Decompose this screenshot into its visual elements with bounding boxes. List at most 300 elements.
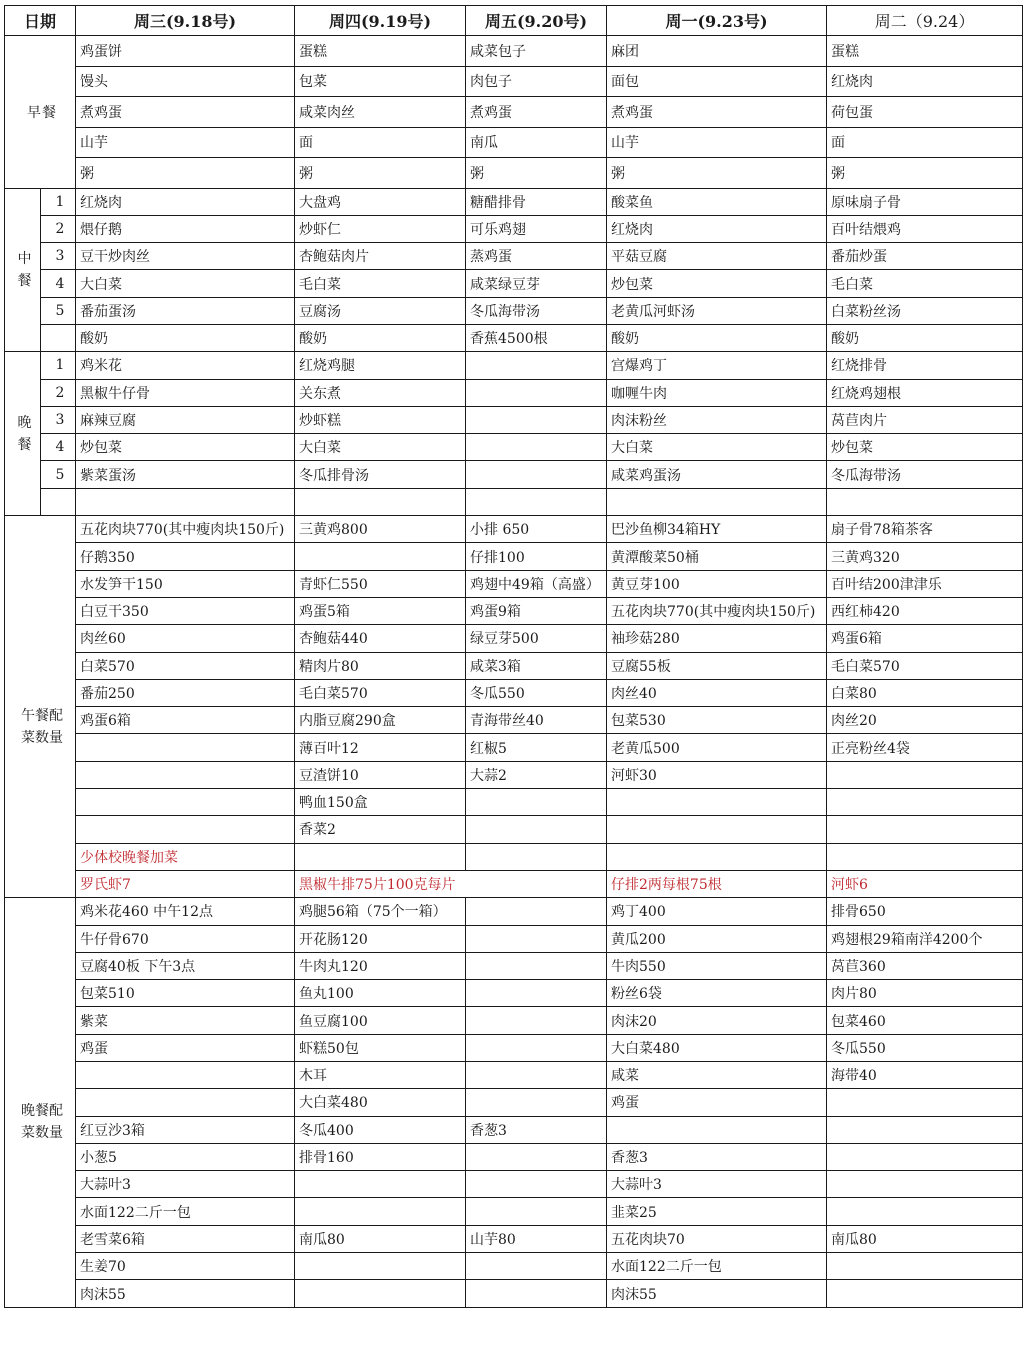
- lunch-qty-fri: 大蒜2: [466, 761, 607, 788]
- dinner-label-char: 晚: [17, 414, 32, 431]
- lunch-label-char: 餐: [17, 272, 32, 289]
- lunch-qty-tue: 毛白菜570: [827, 652, 1023, 679]
- lunch-qty-fri: 青海带丝40: [466, 707, 607, 734]
- extra-dish-thu: 黑椒牛排75片100克每片: [295, 870, 607, 897]
- lunch-qty-wed: 鸡蛋6箱: [76, 707, 295, 734]
- dinner-dish-thu: 关东煮: [295, 379, 466, 406]
- lunch-dish-thu: 杏鲍菇肉片: [295, 243, 466, 270]
- dinner-qty-tue: 肉片80: [827, 980, 1023, 1007]
- dinner-row: [5, 406, 1023, 433]
- dinner-qty-thu: 虾糕50包: [295, 1034, 466, 1061]
- lunch-dish-fri: 蒸鸡蛋: [466, 243, 607, 270]
- dinner-qty-row: [5, 1062, 1023, 1089]
- lunch-qty-thu: 青虾仁550: [295, 570, 466, 597]
- extra-dish-mon: 仔排2两每根75根: [607, 870, 827, 897]
- breakfast-item-wed: 鸡蛋饼: [76, 36, 295, 67]
- lunch-qty-tue: [827, 761, 1023, 788]
- lunch-dish-thu: 炒虾仁: [295, 215, 466, 242]
- dish-number: 3: [41, 406, 76, 433]
- dinner-qty-section-label: [5, 898, 76, 1307]
- dinner-qty-row: [5, 1143, 1023, 1170]
- breakfast-item-mon: 山芋: [607, 127, 827, 158]
- extra-dish-note: 少体校晚餐加菜: [76, 843, 295, 870]
- dinner-qty-fri: [466, 1062, 607, 1089]
- dinner-dish-mon: 咸菜鸡蛋汤: [607, 461, 827, 488]
- dinner-row: [5, 379, 1023, 406]
- lunch-qty-tue: 百叶结200津津乐: [827, 570, 1023, 597]
- dinner-qty-fri: [466, 925, 607, 952]
- dinner-qty-row: [5, 1116, 1023, 1143]
- dinner-qty-mon: 鸡蛋: [607, 1089, 827, 1116]
- dinner-section-label: [5, 352, 41, 516]
- lunch-qty-thu: 精肉片80: [295, 652, 466, 679]
- breakfast-item-tue: 红烧肉: [827, 66, 1023, 97]
- dinner-qty-thu: 鸡腿56箱（75个一箱）: [295, 898, 466, 925]
- breakfast-row: [5, 127, 1023, 158]
- dinner-qty-tue: 海带40: [827, 1062, 1023, 1089]
- dinner-qty-row: [5, 1253, 1023, 1280]
- lunch-dish-thu: 酸奶: [295, 324, 466, 351]
- lunch-dish-thu: 大盘鸡: [295, 188, 466, 215]
- lunch-qty-mon: [607, 816, 827, 843]
- dinner-qty-tue: 冬瓜550: [827, 1034, 1023, 1061]
- dinner-qty-row: [5, 980, 1023, 1007]
- lunch-row: [5, 324, 1023, 351]
- lunch-qty-mon: [607, 843, 827, 870]
- lunch-dish-mon: 平菇豆腐: [607, 243, 827, 270]
- lunch-qty-row: [5, 652, 1023, 679]
- dinner-qty-tue: [827, 1116, 1023, 1143]
- dish-number: 5: [41, 461, 76, 488]
- breakfast-row: [5, 158, 1023, 189]
- dinner-dish-mon: 咖喱牛肉: [607, 379, 827, 406]
- lunch-dish-fri: 香蕉4500根: [466, 324, 607, 351]
- lunch-qty-wed: 肉丝60: [76, 625, 295, 652]
- dinner-qty-fri: 香葱3: [466, 1116, 607, 1143]
- lunch-qty-thu: [295, 843, 466, 870]
- breakfast-item-fri: 咸菜包子: [466, 36, 607, 67]
- lunch-qty-extra-row: [5, 870, 1023, 897]
- dinner-qty-thu: 排骨160: [295, 1143, 466, 1170]
- lunch-dish-mon: 炒包菜: [607, 270, 827, 297]
- dinner-qty-wed: [76, 1089, 295, 1116]
- weekly-menu-table: [4, 5, 1023, 1308]
- dinner-label-char: 餐: [17, 436, 32, 453]
- dinner-qty-wed: 老雪菜6箱: [76, 1225, 295, 1252]
- lunch-dish-thu: 毛白菜: [295, 270, 466, 297]
- dinner-qty-thu: 大白菜480: [295, 1089, 466, 1116]
- dinner-qty-thu: 南瓜80: [295, 1225, 466, 1252]
- breakfast-item-wed: 馒头: [76, 66, 295, 97]
- lunch-dish-fri: 可乐鸡翅: [466, 215, 607, 242]
- lunch-qty-thu: [295, 543, 466, 570]
- dinner-qty-tue: [827, 1280, 1023, 1307]
- dinner-qty-wed: 水面122二斤一包: [76, 1198, 295, 1225]
- dinner-dish-tue: 红烧排骨: [827, 352, 1023, 379]
- dinner-dish-tue: 莴苣肉片: [827, 406, 1023, 433]
- dinner-qty-fri: [466, 952, 607, 979]
- lunch-dish-wed: 红烧肉: [76, 188, 295, 215]
- lunch-qty-row: [5, 734, 1023, 761]
- lunch-qty-tue: 肉丝20: [827, 707, 1023, 734]
- lunch-dish-tue: 百叶结煨鸡: [827, 215, 1023, 242]
- dinner-dish-fri: [466, 434, 607, 461]
- breakfast-item-wed: 山芋: [76, 127, 295, 158]
- dinner-qty-mon: 鸡丁400: [607, 898, 827, 925]
- lunch-qty-thu: 鸡蛋5箱: [295, 597, 466, 624]
- lunch-row: [5, 270, 1023, 297]
- dish-number: 1: [41, 188, 76, 215]
- dinner-dish-fri: [466, 379, 607, 406]
- dinner-qty-fri: [466, 898, 607, 925]
- header-row: [5, 6, 1023, 36]
- lunch-qty-section-label: [5, 516, 76, 898]
- dinner-qty-mon: 韭菜25: [607, 1198, 827, 1225]
- dinner-qty-wed: 肉沫55: [76, 1280, 295, 1307]
- lunch-dish-fri: 糖醋排骨: [466, 188, 607, 215]
- lunch-qty-mon: 巴沙鱼柳34箱HY: [607, 516, 827, 543]
- breakfast-item-mon: 面包: [607, 66, 827, 97]
- dinner-qty-thu: [295, 1280, 466, 1307]
- dinner-qty-thu: [295, 1198, 466, 1225]
- lunch-qty-thu: 鸭血150盒: [295, 789, 466, 816]
- dinner-qty-tue: 鸡翅根29箱南洋4200个: [827, 925, 1023, 952]
- dinner-qty-tue: 莴苣360: [827, 952, 1023, 979]
- lunch-qty-mon: 五花肉块770(其中瘦肉块150斤): [607, 597, 827, 624]
- breakfast-item-tue: 荷包蛋: [827, 97, 1023, 128]
- dinner-qty-mon: 香葱3: [607, 1143, 827, 1170]
- dinner-qty-wed: 小葱5: [76, 1143, 295, 1170]
- dinner-qty-mon: 黄瓜200: [607, 925, 827, 952]
- date-header: 日期: [5, 6, 76, 36]
- dinner-dish-thu: 红烧鸡腿: [295, 352, 466, 379]
- lunch-qty-row: [5, 761, 1023, 788]
- lunch-qty-mon: 老黄瓜500: [607, 734, 827, 761]
- lunch-row: [5, 297, 1023, 324]
- breakfast-item-tue: 蛋糕: [827, 36, 1023, 67]
- dinner-qty-tue: [827, 1253, 1023, 1280]
- dinner-dish-wed: 黑椒牛仔骨: [76, 379, 295, 406]
- lunch-qty-thu: 内脂豆腐290盒: [295, 707, 466, 734]
- lunch-qty-wed: 番茄250: [76, 679, 295, 706]
- dinner-row: [5, 352, 1023, 379]
- lunch-qty-mon: 肉丝40: [607, 679, 827, 706]
- dinner-qty-fri: 山芋80: [466, 1225, 607, 1252]
- dinner-qty-wed: 鸡蛋: [76, 1034, 295, 1061]
- dinner-qty-thu: 开花肠120: [295, 925, 466, 952]
- lunch-qty-mon: 包菜530: [607, 707, 827, 734]
- lunch-qty-tue: [827, 816, 1023, 843]
- lunch-row: [5, 243, 1023, 270]
- lunch-qty-thu: 毛白菜570: [295, 679, 466, 706]
- dinner-qty-mon: [607, 1116, 827, 1143]
- dinner-qty-row: [5, 1198, 1023, 1225]
- breakfast-item-wed: 煮鸡蛋: [76, 97, 295, 128]
- lunch-qty-fri: 鸡蛋9箱: [466, 597, 607, 624]
- lunch-dish-tue: 白菜粉丝汤: [827, 297, 1023, 324]
- lunch-qty-thu: 豆渣饼10: [295, 761, 466, 788]
- lunch-qty-wed: [76, 789, 295, 816]
- breakfast-item-thu: 面: [295, 127, 466, 158]
- day-header-wed: 周三(9.18号): [76, 6, 295, 36]
- lunch-qty-tue: 正亮粉丝4袋: [827, 734, 1023, 761]
- breakfast-item-tue: 面: [827, 127, 1023, 158]
- dinner-dish-wed: 紫菜蛋汤: [76, 461, 295, 488]
- breakfast-item-thu: 咸菜肉丝: [295, 97, 466, 128]
- dinner-dish-mon: 宫爆鸡丁: [607, 352, 827, 379]
- lunch-qty-note-row: [5, 843, 1023, 870]
- dinner-dish-wed: [76, 488, 295, 515]
- lunch-qty-thu: 三黄鸡800: [295, 516, 466, 543]
- dinner-qty-mon: 肉沫55: [607, 1280, 827, 1307]
- lunch-qty-fri: 咸菜3箱: [466, 652, 607, 679]
- dinner-dish-fri: [466, 461, 607, 488]
- dinner-qty-mon: 肉沫20: [607, 1007, 827, 1034]
- dinner-qty-wed: [76, 1062, 295, 1089]
- dinner-dish-tue: 红烧鸡翅根: [827, 379, 1023, 406]
- dinner-dish-fri: [466, 352, 607, 379]
- lunch-dish-mon: 红烧肉: [607, 215, 827, 242]
- dinner-qty-fri: [466, 1143, 607, 1170]
- dinner-dish-thu: 大白菜: [295, 434, 466, 461]
- lunch-qty-wed: [76, 761, 295, 788]
- dinner-qty-mon: 牛肉550: [607, 952, 827, 979]
- dinner-qty-fri: [466, 1253, 607, 1280]
- lunch-qty-fri: 小排 650: [466, 516, 607, 543]
- lunch-dish-thu: 豆腐汤: [295, 297, 466, 324]
- label-line-1: 晚餐配: [21, 1103, 63, 1120]
- dinner-qty-mon: 五花肉块70: [607, 1225, 827, 1252]
- lunch-row: [5, 188, 1023, 215]
- breakfast-row: [5, 36, 1023, 67]
- dinner-qty-thu: 牛肉丸120: [295, 952, 466, 979]
- dinner-qty-thu: 鱼丸100: [295, 980, 466, 1007]
- label-line-2: 菜数量: [21, 729, 63, 746]
- dinner-qty-wed: 大蒜叶3: [76, 1171, 295, 1198]
- lunch-qty-fri: 绿豆芽500: [466, 625, 607, 652]
- lunch-qty-wed: 水发笋干150: [76, 570, 295, 597]
- lunch-qty-wed: [76, 816, 295, 843]
- dinner-qty-tue: [827, 1198, 1023, 1225]
- lunch-dish-wed: 酸奶: [76, 324, 295, 351]
- breakfast-item-mon: 煮鸡蛋: [607, 97, 827, 128]
- lunch-qty-thu: 香菜2: [295, 816, 466, 843]
- lunch-qty-tue: 西红柿420: [827, 597, 1023, 624]
- dinner-row: [5, 434, 1023, 461]
- dinner-qty-row: [5, 1280, 1023, 1307]
- dinner-dish-fri: [466, 488, 607, 515]
- dinner-qty-wed: 红豆沙3箱: [76, 1116, 295, 1143]
- lunch-label-char: 中: [17, 250, 32, 267]
- day-header-thu: 周四(9.19号): [295, 6, 466, 36]
- dinner-row: [5, 461, 1023, 488]
- breakfast-item-mon: 粥: [607, 158, 827, 189]
- lunch-qty-mon: 河虾30: [607, 761, 827, 788]
- lunch-qty-wed: 五花肉块770(其中瘦肉块150斤): [76, 516, 295, 543]
- lunch-dish-wed: 番茄蛋汤: [76, 297, 295, 324]
- lunch-qty-row: [5, 789, 1023, 816]
- lunch-qty-fri: 红椒5: [466, 734, 607, 761]
- dinner-qty-mon: 大白菜480: [607, 1034, 827, 1061]
- dinner-qty-fri: [466, 1198, 607, 1225]
- dinner-qty-wed: 豆腐40板 下午3点: [76, 952, 295, 979]
- dinner-qty-row: [5, 1225, 1023, 1252]
- dish-number: [41, 488, 76, 515]
- dinner-dish-fri: [466, 406, 607, 433]
- lunch-dish-mon: 酸菜鱼: [607, 188, 827, 215]
- dish-number: 2: [41, 379, 76, 406]
- lunch-qty-mon: 豆腐55板: [607, 652, 827, 679]
- dinner-dish-tue: [827, 488, 1023, 515]
- breakfast-item-thu: 包菜: [295, 66, 466, 97]
- breakfast-item-thu: 粥: [295, 158, 466, 189]
- breakfast-item-fri: 肉包子: [466, 66, 607, 97]
- lunch-qty-row: [5, 516, 1023, 543]
- lunch-dish-tue: 毛白菜: [827, 270, 1023, 297]
- dinner-qty-mon: 粉丝6袋: [607, 980, 827, 1007]
- day-header-fri: 周五(9.20号): [466, 6, 607, 36]
- breakfast-item-mon: 麻团: [607, 36, 827, 67]
- dinner-qty-row: [5, 925, 1023, 952]
- dinner-qty-thu: 冬瓜400: [295, 1116, 466, 1143]
- extra-dish-wed: 罗氏虾7: [76, 870, 295, 897]
- dish-number: 3: [41, 243, 76, 270]
- extra-dish-tue: 河虾6: [827, 870, 1023, 897]
- dinner-dish-thu: 炒虾糕: [295, 406, 466, 433]
- lunch-dish-wed: 豆干炒肉丝: [76, 243, 295, 270]
- breakfast-item-fri: 南瓜: [466, 127, 607, 158]
- breakfast-row: [5, 97, 1023, 128]
- dish-number: [41, 324, 76, 351]
- dinner-qty-row: [5, 1007, 1023, 1034]
- lunch-qty-fri: [466, 843, 607, 870]
- dinner-dish-tue: 炒包菜: [827, 434, 1023, 461]
- lunch-qty-tue: 三黄鸡320: [827, 543, 1023, 570]
- lunch-qty-tue: 鸡蛋6箱: [827, 625, 1023, 652]
- dinner-qty-tue: 包菜460: [827, 1007, 1023, 1034]
- breakfast-item-thu: 蛋糕: [295, 36, 466, 67]
- lunch-row: [5, 215, 1023, 242]
- lunch-qty-fri: [466, 789, 607, 816]
- lunch-qty-fri: 鸡翅中49箱（高盛）: [466, 570, 607, 597]
- dinner-qty-thu: [295, 1253, 466, 1280]
- lunch-section-label: [5, 188, 41, 352]
- dish-number: 5: [41, 297, 76, 324]
- dinner-qty-row: [5, 1034, 1023, 1061]
- lunch-qty-tue: [827, 843, 1023, 870]
- dish-number: 4: [41, 434, 76, 461]
- dinner-qty-fri: [466, 1171, 607, 1198]
- dinner-qty-wed: 紫菜: [76, 1007, 295, 1034]
- dinner-qty-row: [5, 898, 1023, 925]
- breakfast-item-tue: 粥: [827, 158, 1023, 189]
- lunch-qty-tue: 白菜80: [827, 679, 1023, 706]
- lunch-dish-mon: 老黄瓜河虾汤: [607, 297, 827, 324]
- lunch-qty-tue: [827, 789, 1023, 816]
- breakfast-item-wed: 粥: [76, 158, 295, 189]
- lunch-qty-fri: 仔排100: [466, 543, 607, 570]
- dinner-qty-thu: 木耳: [295, 1062, 466, 1089]
- lunch-qty-row: [5, 597, 1023, 624]
- dish-number: 4: [41, 270, 76, 297]
- lunch-qty-tue: 扇子骨78箱茶客: [827, 516, 1023, 543]
- dinner-qty-row: [5, 1089, 1023, 1116]
- day-header-mon: 周一(9.23号): [607, 6, 827, 36]
- dinner-qty-mon: 咸菜: [607, 1062, 827, 1089]
- dinner-qty-row: [5, 1171, 1023, 1198]
- lunch-dish-fri: 咸菜绿豆芽: [466, 270, 607, 297]
- dinner-qty-fri: [466, 1034, 607, 1061]
- lunch-qty-mon: [607, 789, 827, 816]
- lunch-qty-thu: 薄百叶12: [295, 734, 466, 761]
- dinner-qty-tue: [827, 1171, 1023, 1198]
- lunch-qty-wed: 白豆干350: [76, 597, 295, 624]
- breakfast-item-fri: 煮鸡蛋: [466, 97, 607, 128]
- dinner-qty-fri: [466, 1089, 607, 1116]
- label-line-1: 午餐配: [21, 707, 63, 724]
- dinner-qty-mon: 水面122二斤一包: [607, 1253, 827, 1280]
- dinner-row: [5, 488, 1023, 515]
- dinner-qty-tue: 排骨650: [827, 898, 1023, 925]
- dinner-qty-wed: 牛仔骨670: [76, 925, 295, 952]
- dinner-qty-thu: 鱼豆腐100: [295, 1007, 466, 1034]
- dinner-qty-wed: 鸡米花460 中午12点: [76, 898, 295, 925]
- dinner-dish-wed: 麻辣豆腐: [76, 406, 295, 433]
- dinner-qty-tue: 南瓜80: [827, 1225, 1023, 1252]
- lunch-qty-row: [5, 679, 1023, 706]
- dinner-qty-row: [5, 952, 1023, 979]
- lunch-qty-mon: 黄潭酸菜50桶: [607, 543, 827, 570]
- breakfast-item-fri: 粥: [466, 158, 607, 189]
- lunch-qty-wed: [76, 734, 295, 761]
- dinner-dish-wed: 炒包菜: [76, 434, 295, 461]
- lunch-dish-wed: 大白菜: [76, 270, 295, 297]
- dinner-qty-wed: 包菜510: [76, 980, 295, 1007]
- lunch-qty-mon: 袖珍菇280: [607, 625, 827, 652]
- dinner-qty-thu: [295, 1171, 466, 1198]
- lunch-dish-mon: 酸奶: [607, 324, 827, 351]
- dinner-dish-mon: [607, 488, 827, 515]
- lunch-qty-fri: 冬瓜550: [466, 679, 607, 706]
- lunch-dish-tue: 原味扇子骨: [827, 188, 1023, 215]
- lunch-dish-fri: 冬瓜海带汤: [466, 297, 607, 324]
- lunch-qty-wed: 白菜570: [76, 652, 295, 679]
- dinner-dish-mon: 肉沫粉丝: [607, 406, 827, 433]
- lunch-qty-wed: 仔鹅350: [76, 543, 295, 570]
- dinner-qty-fri: [466, 1007, 607, 1034]
- dinner-qty-mon: 大蒜叶3: [607, 1171, 827, 1198]
- dinner-qty-fri: [466, 1280, 607, 1307]
- dish-number: 2: [41, 215, 76, 242]
- dinner-dish-thu: 冬瓜排骨汤: [295, 461, 466, 488]
- lunch-dish-tue: 酸奶: [827, 324, 1023, 351]
- lunch-qty-row: [5, 543, 1023, 570]
- dinner-qty-wed: 生姜70: [76, 1253, 295, 1280]
- dish-number: 1: [41, 352, 76, 379]
- label-line-2: 菜数量: [21, 1125, 63, 1142]
- dinner-dish-tue: 冬瓜海带汤: [827, 461, 1023, 488]
- lunch-qty-fri: [466, 816, 607, 843]
- breakfast-row: [5, 66, 1023, 97]
- dinner-dish-wed: 鸡米花: [76, 352, 295, 379]
- dinner-qty-tue: [827, 1143, 1023, 1170]
- dinner-dish-thu: [295, 488, 466, 515]
- lunch-qty-row: [5, 816, 1023, 843]
- lunch-qty-row: [5, 707, 1023, 734]
- dinner-qty-tue: [827, 1089, 1023, 1116]
- lunch-qty-row: [5, 570, 1023, 597]
- lunch-qty-mon: 黄豆芽100: [607, 570, 827, 597]
